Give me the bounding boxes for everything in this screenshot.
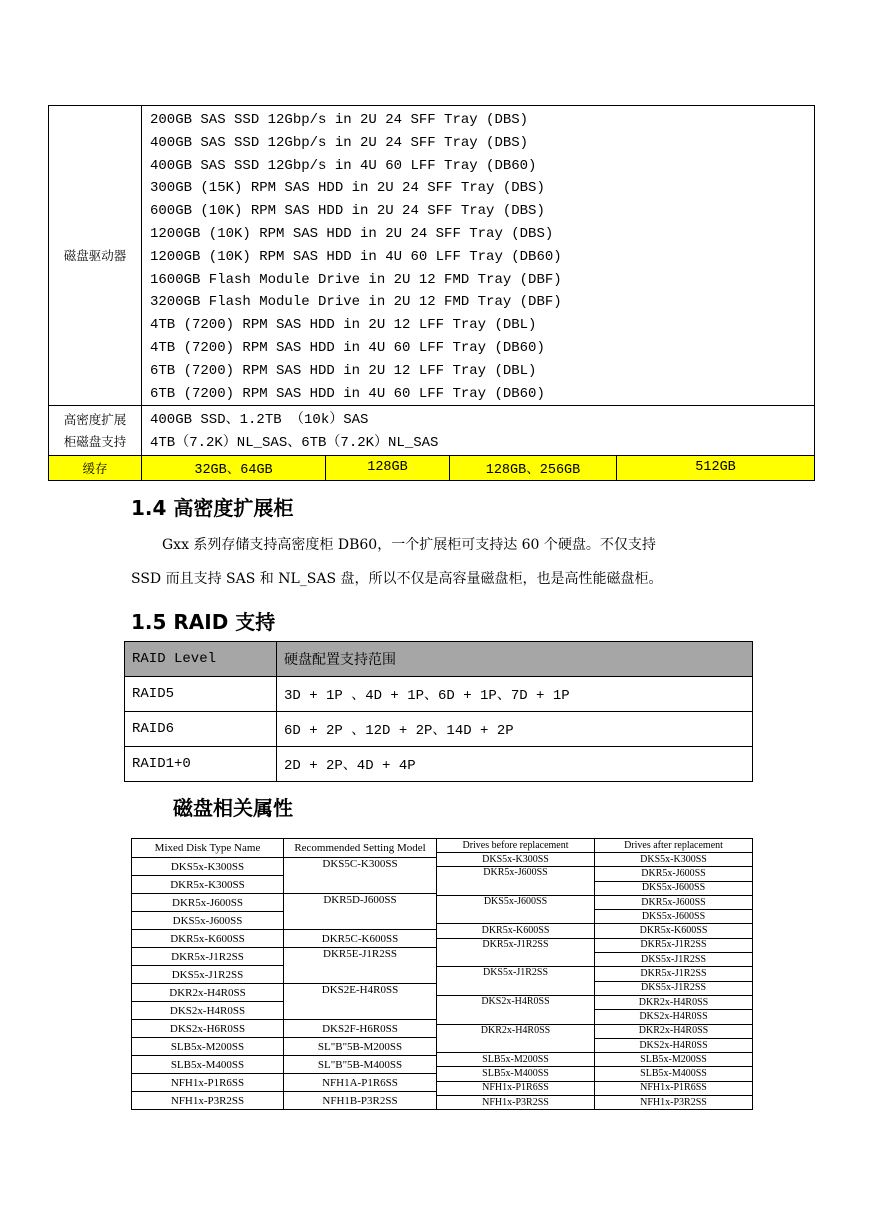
disk-drives-list [142, 106, 815, 406]
replacement-row [437, 853, 753, 867]
setting-model-cell: DKS5C-K300SS [284, 858, 437, 894]
raid-config-cell: 6D + 2P 、12D + 2P、14D + 2P [277, 712, 753, 747]
disk-drive-item: 6TB (7200) RPM SAS HDD in 4U 60 LFF Tray (DB60) [150, 385, 545, 402]
mixed-disk-row [132, 1056, 437, 1074]
cache-value: 128GB、256GB [450, 455, 617, 480]
disk-type-cell: DKS5x-J600SS [132, 912, 284, 930]
raid-level-cell: RAID1+0 [125, 747, 277, 782]
drive-after-cell: DKS5x-J1R2SS [595, 953, 753, 967]
replacement-row [437, 1053, 753, 1067]
drive-after-cell: NFH1x-P3R2SS [595, 1096, 753, 1110]
disk-drive-item: 1200GB (10K) RPM SAS HDD in 4U 60 LFF Tray (DB60) [150, 248, 562, 265]
cache-label: 缓存 [49, 455, 142, 480]
section-1-4-paragraph-line: SSD 而且支持 SAS 和 NL_SAS 盘，所以不仅是高容量磁盘柜，也是高性能磁盘柜。 [131, 571, 663, 587]
disk-drive-item: 1200GB (10K) RPM SAS HDD in 2U 24 SFF Tray (DBS) [150, 225, 554, 242]
setting-model-cell: DKR5D-J600SS [284, 894, 437, 930]
mixed-disk-type-table [131, 838, 437, 1110]
section-1-4-paragraph-line: Gxx 系列存储支持高密度柜 DB60，一个扩展柜可支持达 60 个硬盘。不仅支持 [162, 537, 656, 553]
drive-before-cell: DKR5x-J1R2SS [437, 938, 595, 967]
high-density-row [49, 406, 815, 456]
drive-after-cell: DKS5x-J1R2SS [595, 981, 753, 995]
disk-drive-item: 4TB (7200) RPM SAS HDD in 2U 12 LFF Tray (DBL) [150, 317, 537, 334]
drive-before-cell: DKS2x-H4R0SS [437, 995, 595, 1024]
cache-value: 128GB [326, 455, 450, 480]
setting-model-cell: DKS2E-H4R0SS [284, 984, 437, 1020]
drive-after-cell: NFH1x-P1R6SS [595, 1081, 753, 1095]
disk-attributes-heading: 磁盘相关属性 [173, 796, 293, 820]
drive-before-cell: SLB5x-M200SS [437, 1053, 595, 1067]
mixed-disk-row [132, 894, 437, 912]
cache-value: 512GB [617, 455, 815, 480]
mixed-disk-row [132, 1038, 437, 1056]
raid-header-cell: RAID Level [125, 642, 277, 677]
drive-after-cell: DKS5x-K300SS [595, 853, 753, 867]
section-heading-1-5: 1.5 RAID 支持 [131, 610, 276, 634]
raid-row [125, 712, 753, 747]
drive-after-cell: DKS5x-J600SS [595, 910, 753, 924]
drive-after-cell: DKR5x-J600SS [595, 895, 753, 909]
replacement-row [437, 967, 753, 981]
high-density-item: 400GB SSD、1.2TB （10k）SAS [150, 412, 369, 429]
replacement-row [437, 995, 753, 1009]
drive-before-cell: DKR5x-K600SS [437, 924, 595, 938]
disk-type-cell: DKS5x-K300SS [132, 858, 284, 876]
setting-model-cell: NFH1A-P1R6SS [284, 1074, 437, 1092]
drive-before-cell: SLB5x-M400SS [437, 1067, 595, 1081]
disk-drive-item: 4TB (7200) RPM SAS HDD in 4U 60 LFF Tray (DB60) [150, 339, 545, 356]
replacement-header-row [437, 839, 753, 853]
drive-after-cell: SLB5x-M200SS [595, 1053, 753, 1067]
disk-type-cell: DKR5x-K300SS [132, 876, 284, 894]
disk-drive-item: 300GB (15K) RPM SAS HDD in 2U 24 SFF Tray (DBS) [150, 180, 545, 197]
cache-row [49, 455, 815, 480]
setting-model-cell: SL"B"5B-M400SS [284, 1056, 437, 1074]
section-heading-1-4: 1.4 高密度扩展柜 [131, 496, 294, 520]
disk-type-cell: DKS2x-H4R0SS [132, 1002, 284, 1020]
disk-type-cell: DKS2x-H6R0SS [132, 1020, 284, 1038]
mixed-disk-header-row [132, 839, 437, 858]
disk-drives-label: 磁盘驱动器 [49, 106, 142, 406]
mixed-disk-row [132, 1020, 437, 1038]
raid-config-cell: 3D + 1P 、4D + 1P、6D + 1P、7D + 1P [277, 677, 753, 712]
setting-model-cell: SL"B"5B-M200SS [284, 1038, 437, 1056]
disk-drive-item: 200GB SAS SSD 12Gbp/s in 2U 24 SFF Tray (DBS) [150, 112, 529, 128]
replacement-row [437, 1067, 753, 1081]
spec-table [48, 105, 815, 481]
raid-header-row [125, 642, 753, 677]
drive-after-cell: DKS2x-H4R0SS [595, 1010, 753, 1024]
disk-type-cell: DKR5x-J1R2SS [132, 948, 284, 966]
mixed-disk-row [132, 948, 437, 966]
drive-after-cell: DKS2x-H4R0SS [595, 1038, 753, 1052]
disk-type-cell: NFH1x-P3R2SS [132, 1092, 284, 1110]
drive-before-cell: DKS5x-J1R2SS [437, 967, 595, 996]
drive-after-cell: DKS5x-J600SS [595, 881, 753, 895]
disk-drive-item: 400GB SAS SSD 12Gbp/s in 4U 60 LFF Tray (DB60) [150, 157, 537, 174]
disk-drives-row [49, 106, 815, 406]
drive-before-cell: NFH1x-P1R6SS [437, 1081, 595, 1095]
disk-drive-item: 600GB (10K) RPM SAS HDD in 2U 24 SFF Tray (DBS) [150, 203, 545, 220]
raid-table [124, 641, 753, 782]
replacement-row [437, 895, 753, 909]
replacement-row [437, 867, 753, 881]
high-density-item: 4TB（7.2K）NL_SAS、6TB（7.2K）NL_SAS [150, 435, 439, 452]
drive-after-cell: DKR2x-H4R0SS [595, 995, 753, 1009]
disk-type-cell: DKR5x-K600SS [132, 930, 284, 948]
high-density-list [142, 406, 815, 456]
drive-before-cell: DKR2x-H4R0SS [437, 1024, 595, 1053]
cache-value: 32GB、64GB [142, 455, 326, 480]
drive-replacement-table [436, 838, 753, 1110]
replacement-header-cell: Drives before replacement [437, 839, 595, 853]
replacement-row [437, 924, 753, 938]
replacement-row [437, 1096, 753, 1110]
high-density-label-line: 柜磁盘支持 [63, 433, 127, 449]
raid-level-cell: RAID5 [125, 677, 277, 712]
raid-level-cell: RAID6 [125, 712, 277, 747]
raid-header-cell: 硬盘配置支持范围 [277, 642, 753, 677]
disk-type-cell: DKR5x-J600SS [132, 894, 284, 912]
mixed-disk-row [132, 930, 437, 948]
setting-model-cell: DKR5C-K600SS [284, 930, 437, 948]
drive-before-cell: DKS5x-J600SS [437, 895, 595, 924]
disk-type-cell: NFH1x-P1R6SS [132, 1074, 284, 1092]
mixed-disk-header-cell: Mixed Disk Type Name [132, 839, 284, 858]
drive-after-cell: DKR5x-J1R2SS [595, 938, 753, 952]
drive-after-cell: DKR5x-K600SS [595, 924, 753, 938]
disk-type-cell: DKR2x-H4R0SS [132, 984, 284, 1002]
disk-type-cell: SLB5x-M400SS [132, 1056, 284, 1074]
drive-before-cell: DKS5x-K300SS [437, 853, 595, 867]
replacement-row [437, 1081, 753, 1095]
replacement-header-cell: Drives after replacement [595, 839, 753, 853]
high-density-label-line: 高密度扩展 [63, 411, 127, 427]
raid-row [125, 677, 753, 712]
setting-model-cell: DKS2F-H6R0SS [284, 1020, 437, 1038]
mixed-disk-row [132, 858, 437, 876]
replacement-row [437, 938, 753, 952]
disk-drive-item: 6TB (7200) RPM SAS HDD in 2U 12 LFF Tray (DBL) [150, 362, 537, 379]
drive-after-cell: SLB5x-M400SS [595, 1067, 753, 1081]
drive-before-cell: NFH1x-P3R2SS [437, 1096, 595, 1110]
disk-type-cell: SLB5x-M200SS [132, 1038, 284, 1056]
setting-model-cell: DKR5E-J1R2SS [284, 948, 437, 984]
mixed-disk-row [132, 1092, 437, 1110]
setting-model-cell: NFH1B-P3R2SS [284, 1092, 437, 1110]
drive-after-cell: DKR5x-J600SS [595, 867, 753, 881]
drive-before-cell: DKR5x-J600SS [437, 867, 595, 896]
raid-row [125, 747, 753, 782]
raid-config-cell: 2D + 2P、4D + 4P [277, 747, 753, 782]
mixed-disk-row [132, 984, 437, 1002]
disk-drive-item: 400GB SAS SSD 12Gbp/s in 2U 24 SFF Tray (DBS) [150, 134, 529, 151]
drive-after-cell: DKR5x-J1R2SS [595, 967, 753, 981]
mixed-disk-row [132, 1074, 437, 1092]
mixed-disk-header-cell: Recommended Setting Model [284, 839, 437, 858]
drive-after-cell: DKR2x-H4R0SS [595, 1024, 753, 1038]
disk-drive-item: 3200GB Flash Module Drive in 2U 12 FMD Tray (DBF) [150, 294, 562, 311]
disk-drive-item: 1600GB Flash Module Drive in 2U 12 FMD Tray (DBF) [150, 271, 562, 288]
replacement-row [437, 1024, 753, 1038]
disk-type-cell: DKS5x-J1R2SS [132, 966, 284, 984]
high-density-label [49, 406, 142, 456]
